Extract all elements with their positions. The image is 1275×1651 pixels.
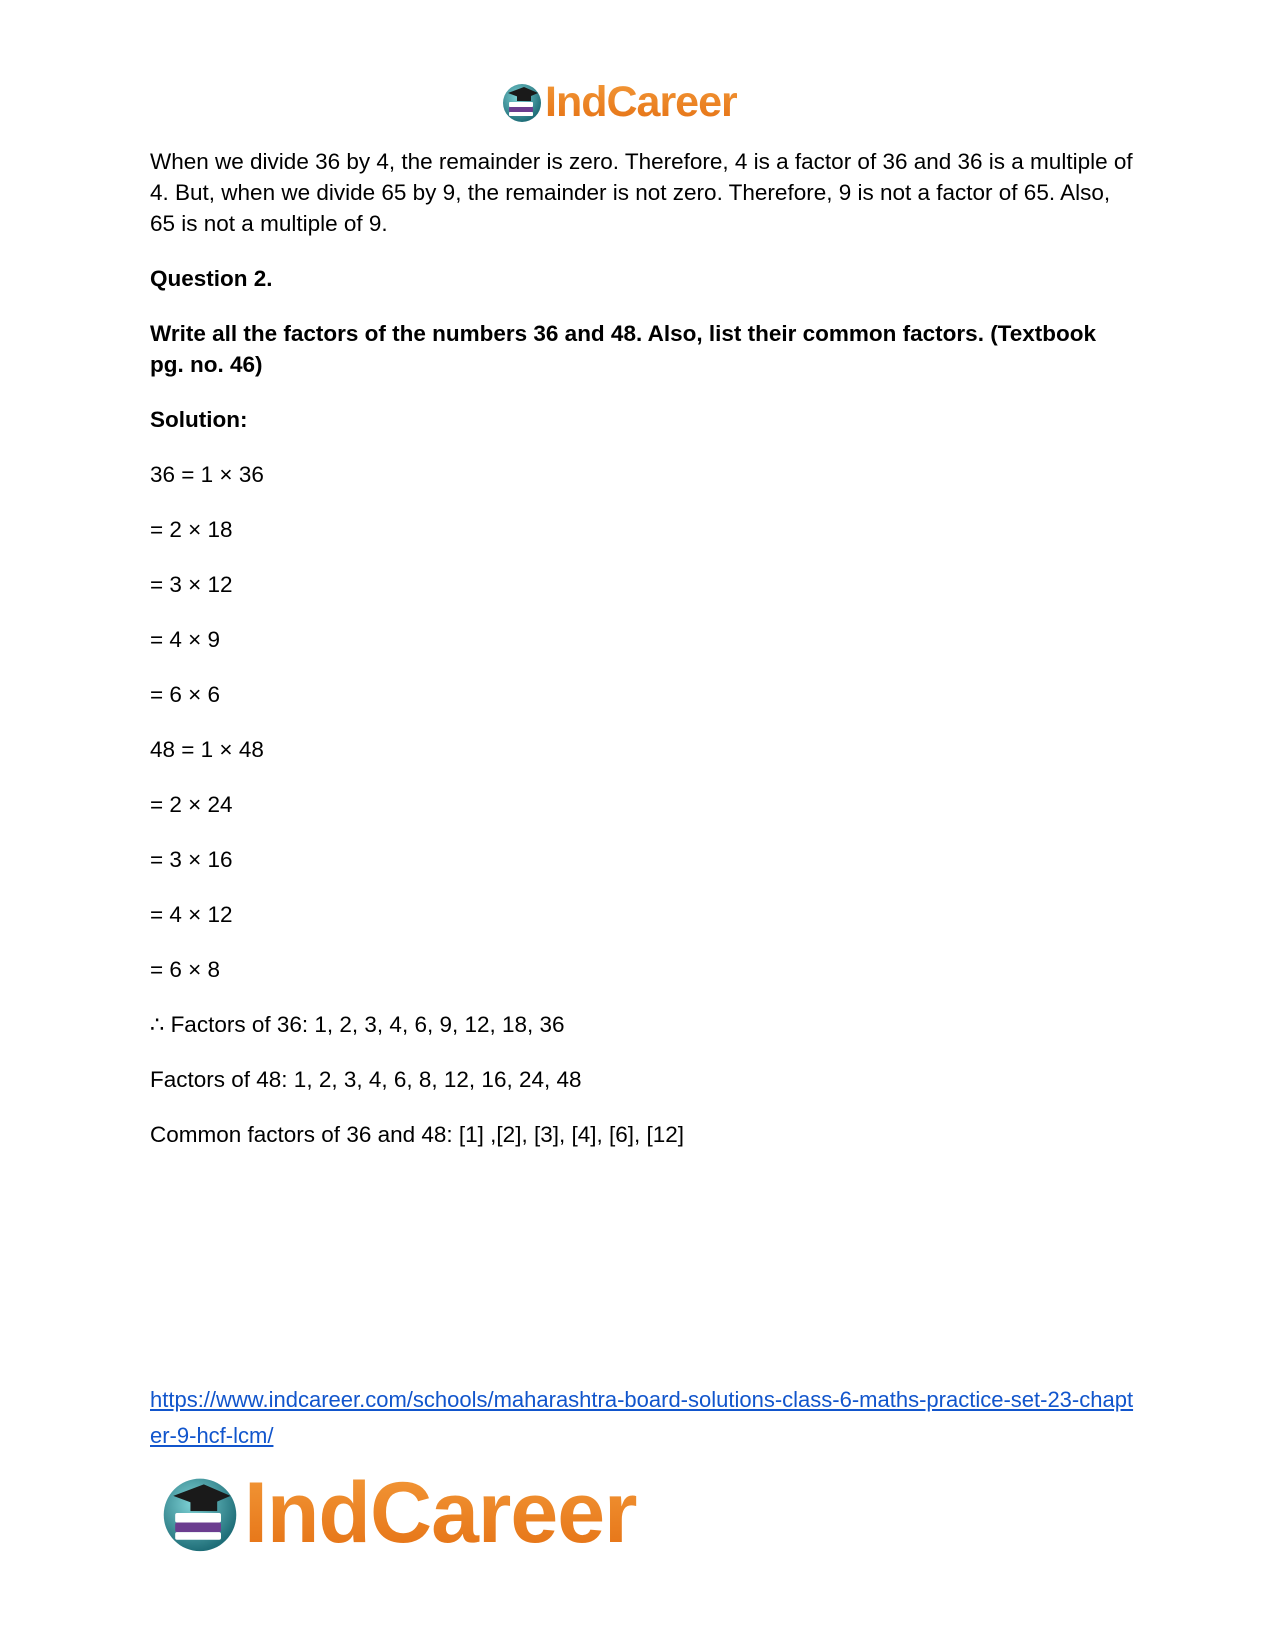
- footer-logo: [158, 1464, 637, 1561]
- solution-line: 48 = 1 × 48: [150, 737, 264, 762]
- solution-line: 36 = 1 × 36: [150, 462, 264, 487]
- solution-line: = 6 × 6: [150, 682, 221, 707]
- solution-line: = 4 × 12: [150, 902, 233, 927]
- source-link[interactable]: https://www.indcareer.com/schools/maharashtra-board-solutions-class-6-maths-practice-set-23-chapter-9-hcf-lcm/: [150, 1387, 1134, 1448]
- header-logo: [500, 78, 737, 126]
- solution-line: = 6 × 8: [150, 957, 221, 982]
- logo-wordmark: IndCareer: [545, 77, 737, 126]
- solution-line: = 3 × 12: [150, 572, 233, 597]
- factors-36-line: ∴ Factors of 36: 1, 2, 3, 4, 6, 9, 12, 18, 36: [150, 1012, 565, 1037]
- factors-48-line: Factors of 48: 1, 2, 3, 4, 6, 8, 12, 16, 24, 48: [150, 1067, 582, 1092]
- solution-line: = 4 × 9: [150, 627, 221, 652]
- graduation-cap-book-icon: [158, 1471, 242, 1555]
- solution-line: = 2 × 18: [150, 517, 233, 542]
- common-factors-line: Common factors of 36 and 48: [1] ,[2], [3], [4], [6], [12]: [150, 1122, 685, 1147]
- question-heading: Question 2.: [150, 266, 273, 291]
- logo-wordmark: IndCareer: [244, 1464, 637, 1561]
- graduation-cap-book-icon: [500, 80, 544, 124]
- intro-paragraph: When we divide 36 by 4, the remainder is zero. Therefore, 4 is a factor of 36 and 36 is a multiple of 4. But, when we divide 65 by 9, the remainder is not zero. Therefore, 9 is not a factor of 65. Also, 65 is not a multiple of 9.: [150, 149, 1133, 236]
- solution-line: = 2 × 24: [150, 792, 233, 817]
- solution-line: = 3 × 16: [150, 847, 233, 872]
- question-text: Write all the factors of the numbers 36 and 48. Also, list their common factors. (Textbook pg. no. 46): [150, 321, 1097, 377]
- solution-heading: Solution:: [150, 407, 248, 432]
- document-body: [150, 146, 1135, 1150]
